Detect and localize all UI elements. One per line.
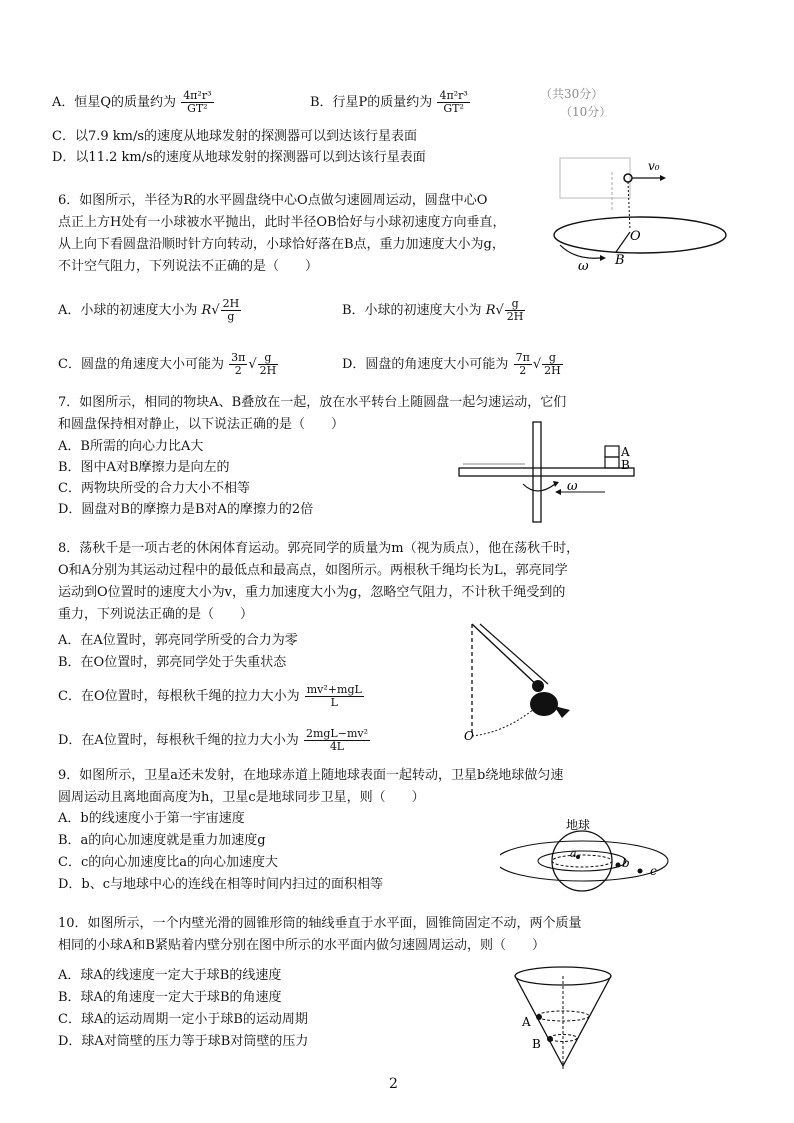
q5-option-d: D．以11.2 km/s的速度从地球发射的探测器可以到达该行星表面 xyxy=(52,150,426,165)
bleed-through-text-2: （10分） xyxy=(560,105,612,119)
b-label: B xyxy=(615,253,625,268)
q5-option-c: C．以7.9 km/s的速度从地球发射的探测器可以到达该行星表面 xyxy=(52,129,418,144)
q10-stem: 10．如图所示，一个内壁光滑的圆锥形筒的轴线垂直于水平面，圆锥筒固定不动，两个质量 相同的小球A和B紧贴着内壁分别在图中所示的水平面内做匀速圆周运动，则（ ） xyxy=(58,916,582,953)
q6-option-b: B．小球的初速度大小为 R√ $\frac{g}{2H}$ xyxy=(342,297,524,323)
sat-b-label: b xyxy=(622,856,630,870)
q6-disc-figure xyxy=(520,150,735,270)
q7-options xyxy=(58,436,313,520)
ball-a-label: A xyxy=(522,1015,531,1029)
block-a-label: A xyxy=(621,445,630,459)
q5-option-b: B．行星P的质量约为 $\frac{\text{4π²r³}}{\text{GT²}}$ xyxy=(310,89,468,115)
q8-option-c: C．在O位置时，每根秋千绳的拉力大小为 $\frac{\text{mv²+mgL}}{L}$ xyxy=(58,683,362,709)
page-number: 2 xyxy=(389,1076,398,1092)
q8-option-b: B．在O位置时，郭亮同学处于失重状态 xyxy=(58,655,287,670)
q10-option-b: B．球A的角速度一定大于球B的角速度 xyxy=(58,990,282,1005)
q10-option-d: D．球A对筒壁的压力等于球B对筒壁的压力 xyxy=(58,1034,309,1049)
q10-option-a: A．球A的线速度一定大于球B的线速度 xyxy=(58,968,282,983)
sat-a-label: a xyxy=(570,847,577,860)
q7-option-a: A．B所需的向心力比A大 xyxy=(58,439,204,454)
ball-b-label: B xyxy=(532,1037,541,1051)
omega-label: ω xyxy=(578,259,589,270)
q5-option-b-fraction: $\frac{\text{4π²r³}}{\text{GT²}}$ xyxy=(439,89,468,115)
q7-stem: 7．如图所示，相同的物块A、B叠放在一起，放在水平转台上随圆盘一起匀速运动，它们 和圆盘保持相对静止，以下说法正确的是（ ） xyxy=(58,395,567,432)
q6-option-d: D．圆盘的角速度大小可能为 $\frac{7\pi}{2}$ √ $\frac{g}{2H}$ xyxy=(342,351,561,377)
block-b-label: B xyxy=(621,458,630,472)
ball-icon xyxy=(624,174,632,182)
q9-option-a: A．b的线速度小于第一宇宙速度 xyxy=(58,811,245,826)
earth-label: 地球 xyxy=(566,818,591,832)
q7-turntable-figure xyxy=(455,418,655,528)
q9-options xyxy=(58,808,383,896)
sat-c-label: c xyxy=(650,864,657,878)
q7-option-b: B．图中A对B摩擦力是向左的 xyxy=(58,460,230,475)
q8-option-d: D．在A位置时，每根秋千绳的拉力大小为 $\frac{\text{2mgL−mv²}}{4L}$ xyxy=(58,727,368,753)
swing-person-icon xyxy=(530,692,558,716)
q9-option-d: D．b、c与地球中心的连线在相等时间内扫过的面积相等 xyxy=(58,877,384,892)
q9-option-c: C．c的向心加速度比a的向心加速度大 xyxy=(58,855,278,870)
bleed-through-text: （共30分） xyxy=(540,87,604,101)
sqrt-sign-icon: √ xyxy=(495,302,504,318)
q9-stem: 9．如图所示，卫星a还未发射，在地球赤道上随地球表面一起转动，卫星b绕地球做匀速 圆周运动且离地面高度为h，卫星c是地球同步卫星，则（ ） xyxy=(58,768,564,805)
q8-option-a: A．在A位置时，郭亮同学所受的合力为零 xyxy=(58,633,298,648)
v0-label: v₀ xyxy=(648,159,660,173)
q10-options xyxy=(58,965,308,1053)
o-label: O xyxy=(630,229,641,244)
sqrt-sign-icon: √ xyxy=(532,356,542,372)
q10-cone-figure xyxy=(508,962,618,1072)
q10-option-c: C．球A的运动周期一定小于球B的运动周期 xyxy=(58,1012,308,1027)
q8-stem: 8．荡秋千是一项古老的休闲体育运动。郭亮同学的质量为m（视为质点），他在荡秋千时， O和A分别为其运动过程中的最低点和最高点，如图所示。两根秋千绳均长为L，郭亮同学 运动到O位置时的速度大小为v，重力加速度大小为g，忽略空气阻力，不计秋千绳受到的 重力，下列说法正确的是（ ） xyxy=(58,541,580,622)
sqrt-sign-icon: √ xyxy=(211,302,220,318)
q5-option-a-fraction: $\frac{\text{4π²r³}}{\text{GT²}}$ xyxy=(183,89,212,115)
earth-icon xyxy=(552,831,612,891)
q6-stem: 6．如图所示，半径为R的水平圆盘绕中心O点做匀速圆周运动，圆盘中心O 点正上方H处有一小球被水平抛出，此时半径OB恰好与小球初速度方向垂直， 从上向下看圆盘沿顺时针方向转动，小球恰好落在B点，重力加速度大小为g， 不计空气阻力，下列说法不正确的是（ ） xyxy=(58,193,506,274)
omega-label: ω xyxy=(567,479,578,494)
q7-option-d: D．圆盘对B的摩擦力是B对A的摩擦力的2倍 xyxy=(58,502,314,517)
q9-option-b: B．a的向心加速度就是重力加速度g xyxy=(58,833,266,848)
q8-swing-figure xyxy=(458,614,598,744)
sqrt-sign-icon: √ xyxy=(248,356,257,372)
q5-option-a: A．恒星Q的质量约为 $\frac{\text{4π²r³}}{\text{GT²}}$ xyxy=(52,89,212,115)
o-label: O xyxy=(464,729,474,743)
q9-satellite-figure xyxy=(500,815,680,895)
q6-option-a: A．小球的初速度大小为 R√ $\frac{2H}{g}$ xyxy=(58,297,240,323)
q7-option-c: C．两物块所受的合力大小不相等 xyxy=(58,481,250,496)
q6-option-c: C．圆盘的角速度大小可能为 $\frac{3\pi}{2}$ √ $\frac{g}{2H}$ xyxy=(58,351,277,377)
